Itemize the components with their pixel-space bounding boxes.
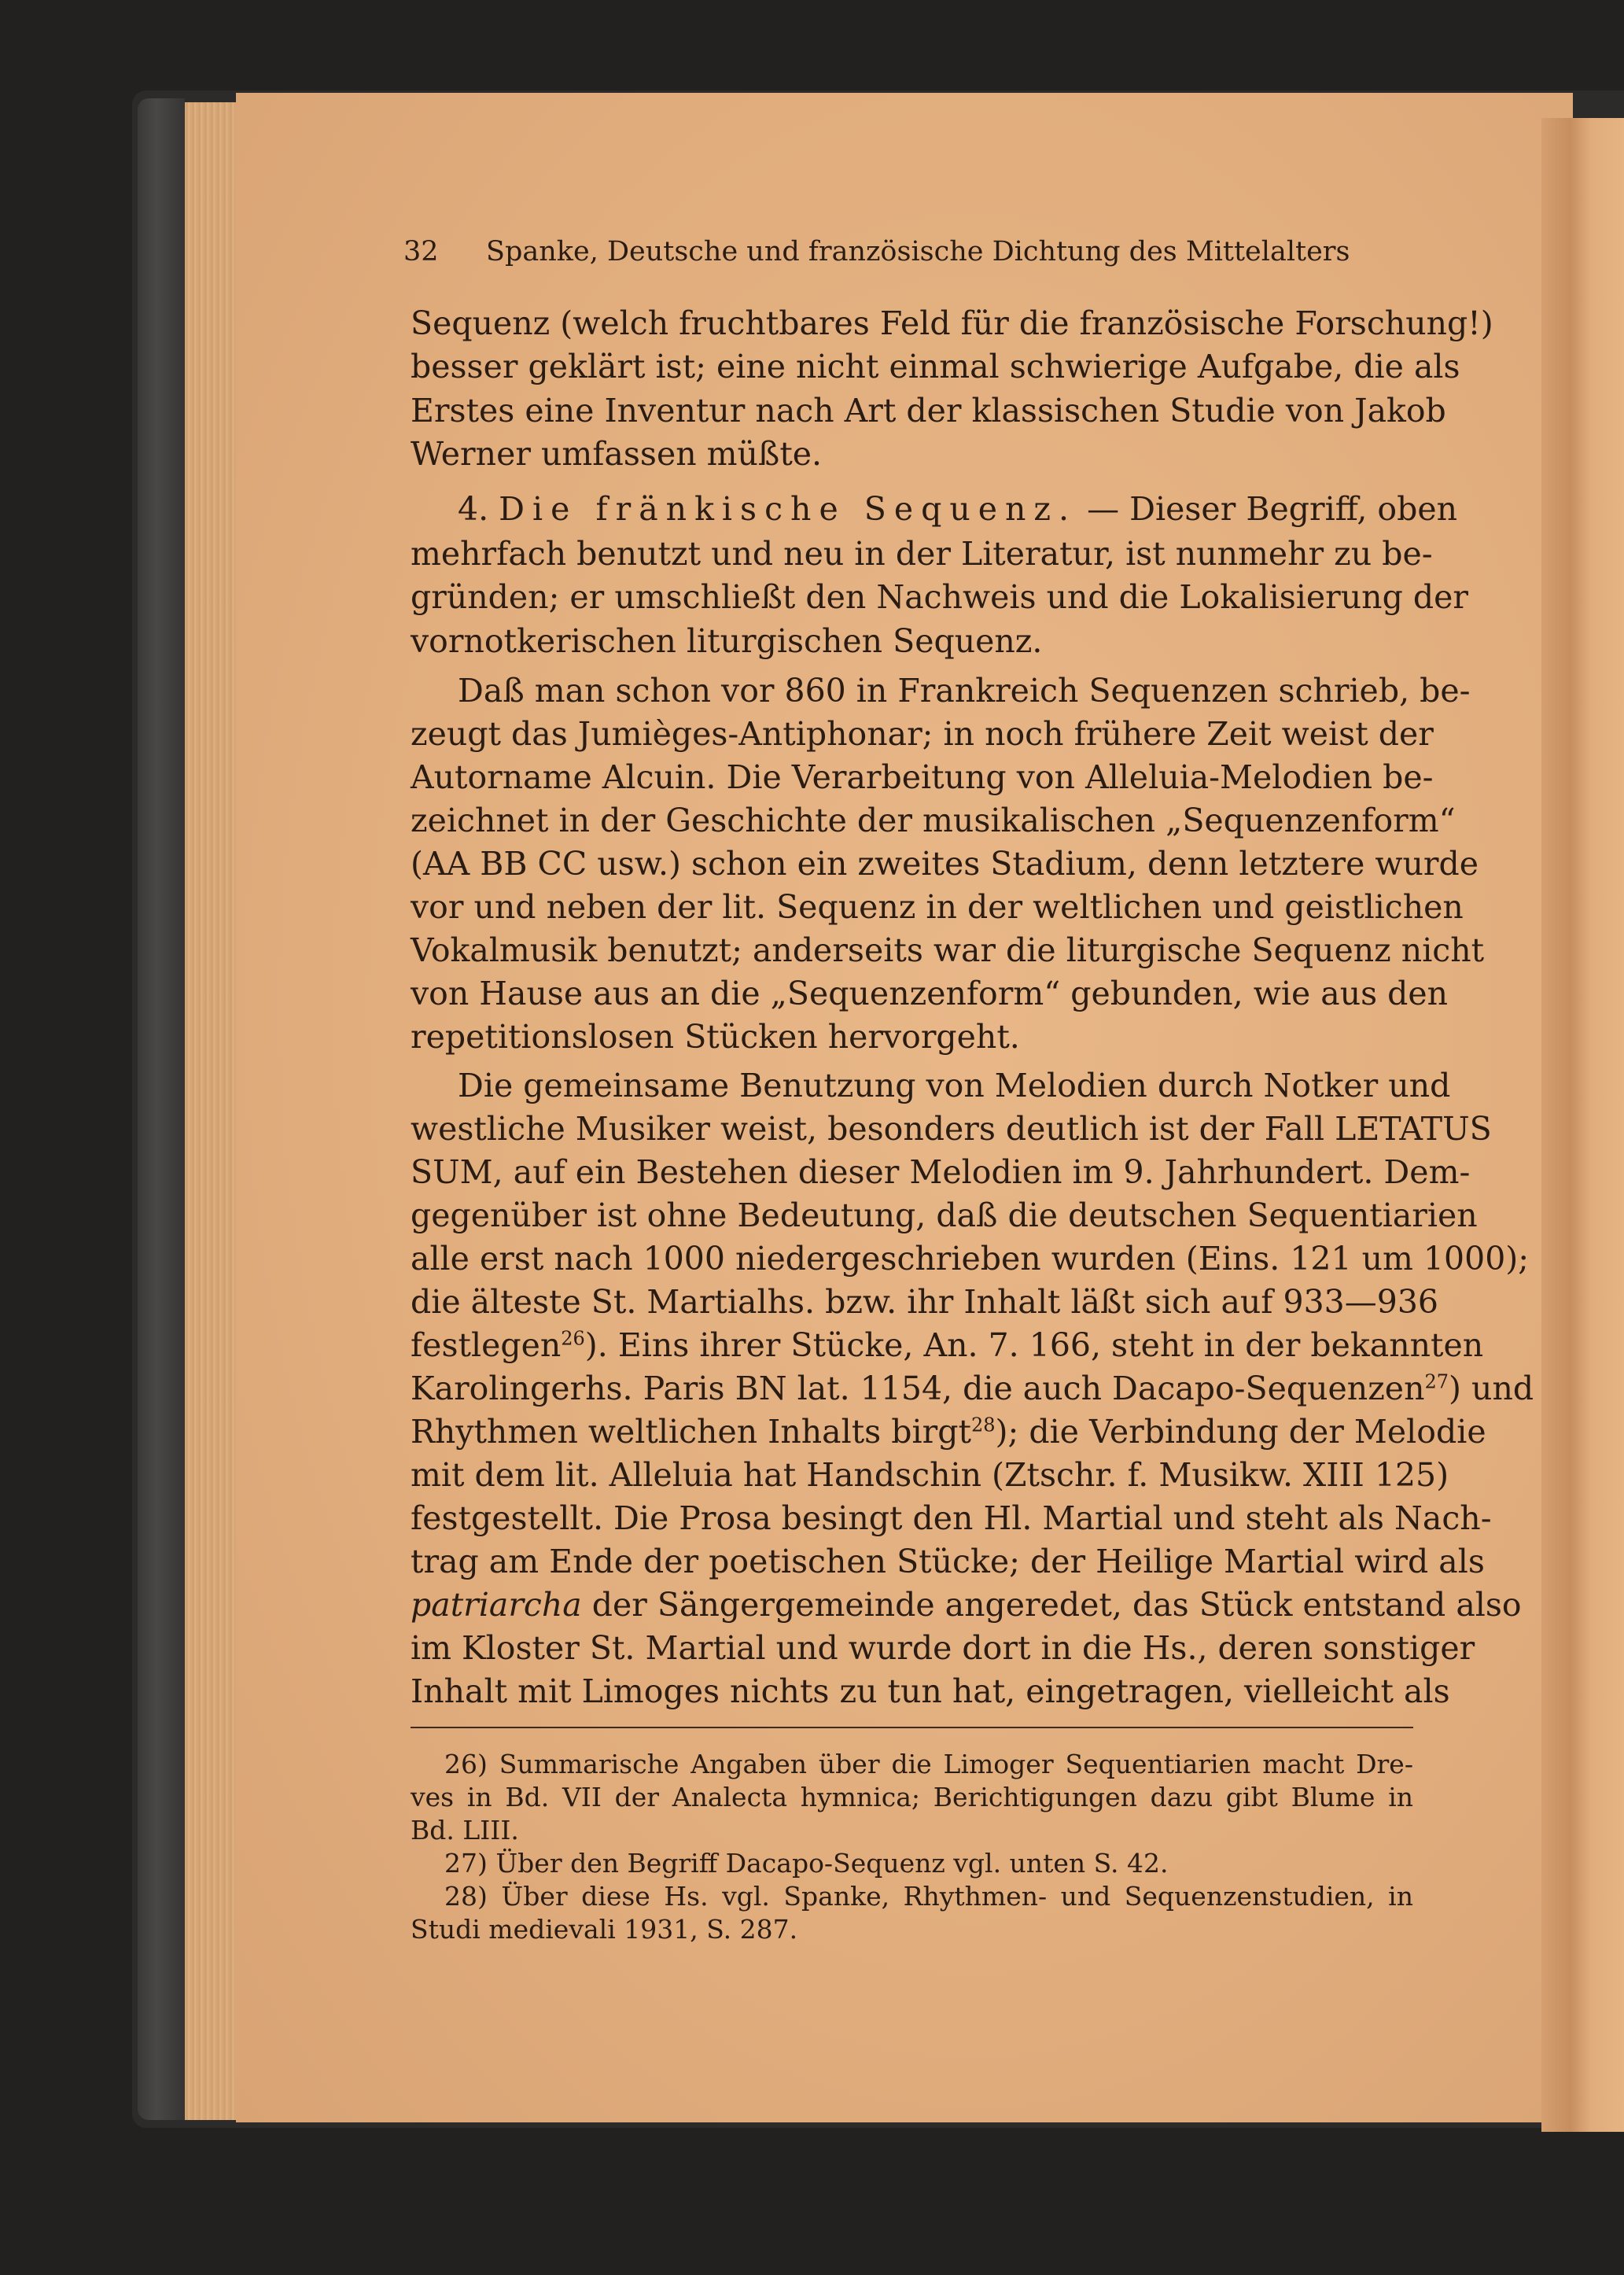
body-line: Die gemeinsame Benutzung von Melodien durch Notker und	[458, 1067, 1451, 1104]
body-line-fragment: Begriff, oben	[1246, 490, 1458, 528]
book-spine-edge	[138, 98, 185, 2120]
body-line: Autorname Alcuin. Die Verarbeitung von Alleluia-Melodien be-	[411, 758, 1434, 796]
body-line: trag am Ende der poetischen Stücke; der Heilige Martial wird als	[411, 1543, 1485, 1580]
body-line: Erstes eine Inventur nach Art der klassischen Studie von Jakob	[411, 392, 1446, 430]
body-line: Vokalmusik benutzt; anderseits war die liturgische Sequenz nicht	[411, 931, 1485, 969]
inline-text: der Sängergemeinde angeredet, das Stück entstand also	[591, 1586, 1522, 1624]
section-heading-line	[458, 487, 1458, 531]
body-line-with-footnote	[411, 1323, 1484, 1367]
footnote-line: 27) Über den Begriff Dacapo-Sequenz vgl. unten S. 42.	[444, 1848, 1169, 1879]
body-line: besser geklärt ist; eine nicht einmal schwierige Aufgabe, die als	[411, 348, 1460, 385]
body-line: zeichnet in der Geschichte der musikalischen „Sequenzenform“	[411, 802, 1456, 839]
footnote-line: ves in Bd. VII der Analecta hymnica; Berichtigungen dazu gibt Blume in	[411, 1782, 1413, 1812]
body-line: (AA BB CC usw.) schon ein zweites Stadium, denn letztere wurde	[411, 845, 1479, 883]
body-line: zeugt das Jumièges-Antiphonar; in noch frühere Zeit weist der	[411, 715, 1434, 753]
section-dash: —	[1087, 490, 1120, 528]
section-lead: Dieser	[1129, 490, 1236, 528]
body-line: Inhalt mit Limoges nichts zu tun hat, eingetragen, vielleicht als	[411, 1672, 1450, 1710]
body-line: repetitionslosen Stücken hervorgeht.	[411, 1018, 1020, 1056]
footnote-line: 28) Über diese Hs. vgl. Spanke, Rhythmen- und Sequenzenstudien, in	[444, 1881, 1413, 1912]
body-line: alle erst nach 1000 niedergeschrieben wurden (Eins. 121 um 1000);	[411, 1240, 1530, 1278]
body-line: die älteste St. Martialhs. bzw. ihr Inhalt läßt sich auf 933—936	[411, 1283, 1439, 1321]
body-line: gründen; er umschließt den Nachweis und die Lokalisierung der	[411, 578, 1468, 616]
body-line: im Kloster St. Martial und wurde dort in die Hs., deren sonstiger	[411, 1629, 1475, 1667]
body-line-with-italic	[411, 1583, 1522, 1627]
footnote-line: Studi medievali 1931, S. 287.	[411, 1914, 798, 1945]
running-header	[403, 236, 1350, 267]
inline-text: festlegen	[411, 1326, 562, 1364]
body-line: von Hause aus an die „Sequenzenform“ gebunden, wie aus den	[411, 975, 1449, 1012]
footnote-ref-27: 27	[1424, 1370, 1449, 1393]
body-line: Daß man schon vor 860 in Frankreich Sequenzen schrieb, be-	[458, 672, 1471, 710]
inline-text: Karolingerhs. Paris BN lat. 1154, die auch Dacapo-Sequenzen	[411, 1370, 1425, 1407]
footnote-ref-28: 28	[970, 1414, 996, 1436]
inline-text: ) und	[1449, 1370, 1534, 1407]
body-line-with-footnote	[411, 1410, 1486, 1454]
inline-text: ). Eins ihrer Stücke, An. 7. 166, steht in der bekannten	[584, 1326, 1484, 1364]
inline-text: ); die Verbindung der Melodie	[995, 1413, 1486, 1451]
body-line: festgestellt. Die Prosa besingt den Hl. Martial und steht als Nach-	[411, 1499, 1492, 1537]
body-line: mehrfach benutzt und neu in der Literatur, ist nunmehr zu be-	[411, 535, 1433, 573]
footnote-line: Bd. LIII.	[411, 1815, 519, 1845]
body-line: westliche Musiker weist, besonders deutlich ist der Fall LETATUS	[411, 1110, 1492, 1148]
page-number: 32	[403, 236, 439, 267]
body-line: vor und neben der lit. Sequenz in der weltlichen und geistlichen	[411, 888, 1464, 926]
page-gutter	[1541, 118, 1624, 2132]
body-line: mit dem lit. Alleluia hat Handschin (Ztschr. f. Musikw. XIII 125)	[411, 1456, 1449, 1494]
body-line: gegenüber ist ohne Bedeutung, daß die deutschen Sequentiarien	[411, 1196, 1478, 1234]
inline-text: Rhythmen weltlichen Inhalts birgt	[411, 1413, 971, 1451]
body-line: Sequenz (welch fruchtbares Feld für die französische Forschung!)	[411, 304, 1493, 342]
running-title: Spanke, Deutsche und französische Dichtung des Mittelalters	[486, 236, 1350, 267]
section-title: Die fränkische Sequenz.	[499, 490, 1077, 528]
section-number: 4.	[458, 490, 489, 528]
body-line: vornotkerischen liturgischen Sequenz.	[411, 622, 1043, 660]
footnote-divider	[411, 1727, 1413, 1728]
italic-term: patriarcha	[411, 1586, 582, 1624]
body-line: Werner umfassen müßte.	[411, 435, 823, 473]
body-line-with-footnote	[411, 1366, 1534, 1410]
footnote-line: 26) Summarische Angaben über die Limoger Sequentiarien macht Dre-	[444, 1749, 1413, 1779]
body-line: SUM, auf ein Bestehen dieser Melodien im 9. Jahrhundert. Dem-	[411, 1153, 1471, 1191]
footnote-ref-26: 26	[561, 1327, 585, 1350]
